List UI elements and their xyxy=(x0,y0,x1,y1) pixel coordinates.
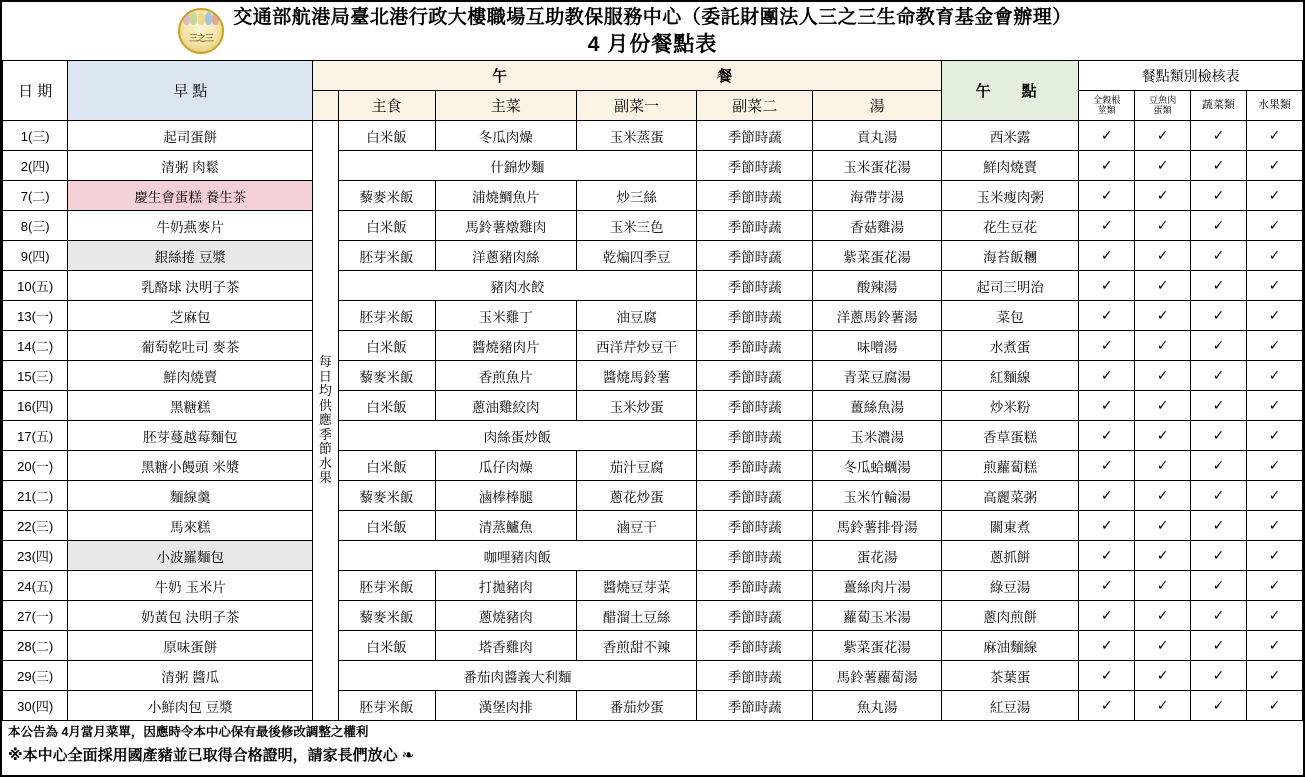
cell-main-dish: 浦燒鯛魚片 xyxy=(435,181,576,211)
cell-date: 17(五) xyxy=(3,421,68,451)
footer-note-2: ※本中心全面採用國產豬並已取得合格證明，請家長們放心 ❧ xyxy=(8,746,415,764)
cell-soup: 馬鈴薯排骨湯 xyxy=(813,511,942,541)
cell-soup: 魚丸湯 xyxy=(813,691,942,721)
cell-afternoon-snack: 紅豆湯 xyxy=(942,691,1079,721)
cell-side1: 油豆腐 xyxy=(576,301,696,331)
cell-date: 23(四) xyxy=(3,541,68,571)
cell-check-grains: ✓ xyxy=(1079,391,1135,421)
cell-date: 28(二) xyxy=(3,631,68,661)
cell-afternoon-snack: 蔥肉煎餅 xyxy=(942,601,1079,631)
cell-staple: 白米飯 xyxy=(338,451,435,481)
page-title: 交通部航港局臺北港行政大樓職場互助教保服務中心（委託財團法人三之三生命教育基金會辦理） xyxy=(233,6,1072,28)
cell-main-dish: 打拋豬肉 xyxy=(435,571,576,601)
table-row xyxy=(3,301,1303,331)
cell-check-fruit: ✓ xyxy=(1246,391,1302,421)
cell-afternoon-snack: 玉米瘦肉粥 xyxy=(942,181,1079,211)
cell-date: 7(二) xyxy=(3,181,68,211)
cell-staple: 白米飯 xyxy=(338,391,435,421)
cell-breakfast: 芝麻包 xyxy=(68,301,313,331)
cell-date: 14(二) xyxy=(3,331,68,361)
cell-breakfast: 奶黃包 決明子茶 xyxy=(68,601,313,631)
cell-check-vegetable: ✓ xyxy=(1191,151,1247,181)
cell-side2: 季節時蔬 xyxy=(697,301,813,331)
cell-side2: 季節時蔬 xyxy=(697,211,813,241)
cell-soup: 玉米濃湯 xyxy=(813,421,942,451)
cell-afternoon-snack: 海苔飯糰 xyxy=(942,241,1079,271)
cell-date: 15(三) xyxy=(3,361,68,391)
cell-breakfast: 牛奶燕麥片 xyxy=(68,211,313,241)
cell-check-grains: ✓ xyxy=(1079,361,1135,391)
cell-side1: 西洋芹炒豆干 xyxy=(576,331,696,361)
cell-check-protein: ✓ xyxy=(1135,271,1191,301)
cell-staple: 藜麥米飯 xyxy=(338,361,435,391)
cell-check-fruit: ✓ xyxy=(1246,211,1302,241)
cell-afternoon-snack: 茶葉蛋 xyxy=(942,661,1079,691)
cell-check-vegetable: ✓ xyxy=(1191,661,1247,691)
table-body xyxy=(3,121,1303,721)
cell-check-vegetable: ✓ xyxy=(1191,391,1247,421)
cell-date: 27(一) xyxy=(3,601,68,631)
cell-afternoon-snack: 麻油麵線 xyxy=(942,631,1079,661)
lotus-logo-icon: 三之三 xyxy=(178,8,222,52)
cell-afternoon-snack: 起司三明治 xyxy=(942,271,1079,301)
cell-main-dish: 香煎魚片 xyxy=(435,361,576,391)
cell-side1: 炒三絲 xyxy=(576,181,696,211)
cell-check-grains: ✓ xyxy=(1079,661,1135,691)
cell-side2: 季節時蔬 xyxy=(697,151,813,181)
cell-side2: 季節時蔬 xyxy=(697,181,813,211)
cell-check-fruit: ✓ xyxy=(1246,241,1302,271)
table-row xyxy=(3,391,1303,421)
cell-side1: 滷豆干 xyxy=(576,511,696,541)
cell-check-fruit: ✓ xyxy=(1246,541,1302,571)
cell-side2: 季節時蔬 xyxy=(697,241,813,271)
col-header-staple: 主食 xyxy=(338,91,435,121)
col-header-daily-fruit xyxy=(313,91,338,121)
cell-side2: 季節時蔬 xyxy=(697,631,813,661)
cell-main-dish: 冬瓜肉燥 xyxy=(435,121,576,151)
cell-soup: 青菜豆腐湯 xyxy=(813,361,942,391)
cell-lunch-combined: 豬肉水餃 xyxy=(338,271,697,301)
cell-soup: 味噌湯 xyxy=(813,331,942,361)
cell-afternoon-snack: 菜包 xyxy=(942,301,1079,331)
cell-date: 20(一) xyxy=(3,451,68,481)
table-row xyxy=(3,571,1303,601)
cell-afternoon-snack: 蔥抓餅 xyxy=(942,541,1079,571)
cell-staple: 胚芽米飯 xyxy=(338,691,435,721)
cell-side1: 玉米蒸蛋 xyxy=(576,121,696,151)
cell-breakfast: 小波羅麵包 xyxy=(68,541,313,571)
cell-soup: 玉米竹輪湯 xyxy=(813,481,942,511)
cell-afternoon-snack: 水煮蛋 xyxy=(942,331,1079,361)
cell-date: 9(四) xyxy=(3,241,68,271)
cell-afternoon-snack: 煎蘿蔔糕 xyxy=(942,451,1079,481)
cell-daily-fruit: 每 日 均 供 應 季 節 水 果 xyxy=(313,121,338,721)
cell-check-grains: ✓ xyxy=(1079,331,1135,361)
cell-check-protein: ✓ xyxy=(1135,631,1191,661)
cell-check-fruit: ✓ xyxy=(1246,181,1302,211)
cell-side1: 蔥花炒蛋 xyxy=(576,481,696,511)
cell-lunch-combined: 咖哩豬肉飯 xyxy=(338,541,697,571)
table-head xyxy=(3,61,1303,121)
table-row xyxy=(3,631,1303,661)
cell-check-vegetable: ✓ xyxy=(1191,571,1247,601)
col-header-check-grains: 全穀根 莖類 xyxy=(1079,91,1135,121)
cell-check-grains: ✓ xyxy=(1079,571,1135,601)
cell-side1: 番茄炒蛋 xyxy=(576,691,696,721)
cell-soup: 玉米蛋花湯 xyxy=(813,151,942,181)
cell-check-vegetable: ✓ xyxy=(1191,361,1247,391)
cell-check-grains: ✓ xyxy=(1079,481,1135,511)
cell-staple: 白米飯 xyxy=(338,211,435,241)
cell-staple: 白米飯 xyxy=(338,331,435,361)
cell-side2: 季節時蔬 xyxy=(697,511,813,541)
cell-date: 13(一) xyxy=(3,301,68,331)
cell-breakfast: 牛奶 玉米片 xyxy=(68,571,313,601)
cell-afternoon-snack: 香草蛋糕 xyxy=(942,421,1079,451)
cell-main-dish: 玉米雞丁 xyxy=(435,301,576,331)
cell-lunch-combined: 什錦炒麵 xyxy=(338,151,697,181)
table-row xyxy=(3,211,1303,241)
cell-side2: 季節時蔬 xyxy=(697,391,813,421)
cell-check-grains: ✓ xyxy=(1079,211,1135,241)
cell-check-fruit: ✓ xyxy=(1246,691,1302,721)
cell-check-protein: ✓ xyxy=(1135,421,1191,451)
cell-breakfast: 黑糖糕 xyxy=(68,391,313,421)
cell-afternoon-snack: 高麗菜粥 xyxy=(942,481,1079,511)
table-row xyxy=(3,601,1303,631)
cell-main-dish: 塔香雞肉 xyxy=(435,631,576,661)
cell-check-vegetable: ✓ xyxy=(1191,691,1247,721)
cell-check-fruit: ✓ xyxy=(1246,601,1302,631)
cell-check-grains: ✓ xyxy=(1079,241,1135,271)
cell-check-grains: ✓ xyxy=(1079,181,1135,211)
cell-check-protein: ✓ xyxy=(1135,601,1191,631)
table-row xyxy=(3,271,1303,301)
cell-check-vegetable: ✓ xyxy=(1191,631,1247,661)
cell-date: 22(三) xyxy=(3,511,68,541)
cell-check-protein: ✓ xyxy=(1135,121,1191,151)
cell-side2: 季節時蔬 xyxy=(697,571,813,601)
cell-check-grains: ✓ xyxy=(1079,451,1135,481)
cell-check-protein: ✓ xyxy=(1135,181,1191,211)
cell-check-protein: ✓ xyxy=(1135,151,1191,181)
col-header-soup: 湯 xyxy=(813,91,942,121)
col-header-check-group: 餐點類別檢核表 xyxy=(1079,61,1303,91)
cell-soup: 蘿蔔玉米湯 xyxy=(813,601,942,631)
cell-check-protein: ✓ xyxy=(1135,331,1191,361)
cell-check-fruit: ✓ xyxy=(1246,451,1302,481)
cell-check-vegetable: ✓ xyxy=(1191,541,1247,571)
cell-staple: 胚芽米飯 xyxy=(338,241,435,271)
cell-check-protein: ✓ xyxy=(1135,361,1191,391)
cell-soup: 海帶芽湯 xyxy=(813,181,942,211)
poster-header xyxy=(2,2,1303,60)
cell-check-vegetable: ✓ xyxy=(1191,331,1247,361)
cell-date: 1(三) xyxy=(3,121,68,151)
cell-check-fruit: ✓ xyxy=(1246,571,1302,601)
cell-check-fruit: ✓ xyxy=(1246,331,1302,361)
cell-main-dish: 蔥油雞絞肉 xyxy=(435,391,576,421)
cell-date: 30(四) xyxy=(3,691,68,721)
cell-side2: 季節時蔬 xyxy=(697,331,813,361)
poster-footer xyxy=(2,721,1303,765)
cell-side1: 玉米三色 xyxy=(576,211,696,241)
cell-check-vegetable: ✓ xyxy=(1191,601,1247,631)
cell-date: 8(三) xyxy=(3,211,68,241)
cell-side1: 醬燒馬鈴薯 xyxy=(576,361,696,391)
cell-soup: 薑絲肉片湯 xyxy=(813,571,942,601)
cell-check-fruit: ✓ xyxy=(1246,271,1302,301)
page-subtitle: 4 月份餐點表 xyxy=(587,33,718,57)
cell-main-dish: 洋蔥豬肉絲 xyxy=(435,241,576,271)
cell-breakfast: 原味蛋餅 xyxy=(68,631,313,661)
cell-main-dish: 滷棒棒腿 xyxy=(435,481,576,511)
cell-check-protein: ✓ xyxy=(1135,301,1191,331)
cell-afternoon-snack: 花生豆花 xyxy=(942,211,1079,241)
col-header-afternoon: 午 點 xyxy=(942,61,1079,121)
cell-check-fruit: ✓ xyxy=(1246,511,1302,541)
cell-afternoon-snack: 紅麵線 xyxy=(942,361,1079,391)
cell-side2: 季節時蔬 xyxy=(697,121,813,151)
table-row xyxy=(3,331,1303,361)
col-header-breakfast: 早 點 xyxy=(68,61,313,121)
cell-breakfast: 清粥 肉鬆 xyxy=(68,151,313,181)
table-row xyxy=(3,541,1303,571)
cell-check-fruit: ✓ xyxy=(1246,361,1302,391)
cell-side1: 醋溜土豆絲 xyxy=(576,601,696,631)
cell-afternoon-snack: 炒米粉 xyxy=(942,391,1079,421)
cell-check-protein: ✓ xyxy=(1135,481,1191,511)
cell-breakfast: 麵線羹 xyxy=(68,481,313,511)
cell-lunch-combined: 番茄肉醬義大利麵 xyxy=(338,661,697,691)
cell-afternoon-snack: 西米露 xyxy=(942,121,1079,151)
cell-staple: 白米飯 xyxy=(338,511,435,541)
cell-check-protein: ✓ xyxy=(1135,391,1191,421)
col-header-date: 日 期 xyxy=(3,61,68,121)
cell-breakfast: 黑糖小饅頭 米漿 xyxy=(68,451,313,481)
col-header-lunch-group: 午 餐 xyxy=(313,61,942,91)
table-row xyxy=(3,451,1303,481)
col-header-check-protein: 豆魚肉 蛋類 xyxy=(1135,91,1191,121)
cell-check-grains: ✓ xyxy=(1079,631,1135,661)
cell-soup: 紫菜蛋花湯 xyxy=(813,241,942,271)
cell-check-protein: ✓ xyxy=(1135,661,1191,691)
cell-afternoon-snack: 綠豆湯 xyxy=(942,571,1079,601)
cell-soup: 薑絲魚湯 xyxy=(813,391,942,421)
cell-main-dish: 蔥燒豬肉 xyxy=(435,601,576,631)
cell-soup: 貢丸湯 xyxy=(813,121,942,151)
cell-date: 24(五) xyxy=(3,571,68,601)
cell-breakfast: 慶生會蛋糕 養生茶 xyxy=(68,181,313,211)
cell-soup: 香菇雞湯 xyxy=(813,211,942,241)
cell-lunch-combined: 肉絲蛋炒飯 xyxy=(338,421,697,451)
cell-check-fruit: ✓ xyxy=(1246,301,1302,331)
footer-note-1: 本公告為 4月當月菜單，因應時令本中心保有最後修改調整之權利 xyxy=(8,725,369,739)
cell-check-fruit: ✓ xyxy=(1246,631,1302,661)
col-header-side1: 副菜一 xyxy=(576,91,696,121)
cell-afternoon-snack: 關東煮 xyxy=(942,511,1079,541)
cell-soup: 酸辣湯 xyxy=(813,271,942,301)
cell-afternoon-snack: 鮮肉燒賣 xyxy=(942,151,1079,181)
cell-check-vegetable: ✓ xyxy=(1191,121,1247,151)
cell-check-vegetable: ✓ xyxy=(1191,241,1247,271)
table-row xyxy=(3,481,1303,511)
cell-date: 16(四) xyxy=(3,391,68,421)
cell-check-protein: ✓ xyxy=(1135,571,1191,601)
cell-check-protein: ✓ xyxy=(1135,511,1191,541)
cell-check-fruit: ✓ xyxy=(1246,151,1302,181)
cell-check-protein: ✓ xyxy=(1135,211,1191,241)
cell-staple: 藜麥米飯 xyxy=(338,481,435,511)
cell-soup: 蛋花湯 xyxy=(813,541,942,571)
table-row xyxy=(3,241,1303,271)
cell-breakfast: 馬來糕 xyxy=(68,511,313,541)
cell-check-vegetable: ✓ xyxy=(1191,181,1247,211)
cell-main-dish: 醬燒豬肉片 xyxy=(435,331,576,361)
cell-check-vegetable: ✓ xyxy=(1191,421,1247,451)
cell-side1: 乾煸四季豆 xyxy=(576,241,696,271)
cell-breakfast: 葡萄乾吐司 麥茶 xyxy=(68,331,313,361)
cell-check-grains: ✓ xyxy=(1079,121,1135,151)
cell-main-dish: 清蒸鱸魚 xyxy=(435,511,576,541)
table-row xyxy=(3,661,1303,691)
cell-breakfast: 清粥 醬瓜 xyxy=(68,661,313,691)
col-header-check-vegetable: 蔬菜類 xyxy=(1191,91,1247,121)
cell-check-grains: ✓ xyxy=(1079,301,1135,331)
cell-breakfast: 乳酪球 決明子茶 xyxy=(68,271,313,301)
cell-side2: 季節時蔬 xyxy=(697,451,813,481)
cell-check-grains: ✓ xyxy=(1079,691,1135,721)
cell-side1: 茄汁豆腐 xyxy=(576,451,696,481)
cell-soup: 紫菜蛋花湯 xyxy=(813,631,942,661)
cell-main-dish: 瓜仔肉燥 xyxy=(435,451,576,481)
col-header-check-fruit: 水果類 xyxy=(1246,91,1302,121)
cell-staple: 藜麥米飯 xyxy=(338,181,435,211)
cell-date: 2(四) xyxy=(3,151,68,181)
cell-side1: 香煎甜不辣 xyxy=(576,631,696,661)
cell-breakfast: 小鮮肉包 豆漿 xyxy=(68,691,313,721)
cell-check-grains: ✓ xyxy=(1079,541,1135,571)
cell-soup: 馬鈴薯蘿蔔湯 xyxy=(813,661,942,691)
cell-check-grains: ✓ xyxy=(1079,271,1135,301)
cell-side2: 季節時蔬 xyxy=(697,271,813,301)
cell-check-grains: ✓ xyxy=(1079,601,1135,631)
cell-staple: 藜麥米飯 xyxy=(338,601,435,631)
cell-check-vegetable: ✓ xyxy=(1191,511,1247,541)
table-row xyxy=(3,121,1303,151)
cell-side2: 季節時蔬 xyxy=(697,421,813,451)
cell-side2: 季節時蔬 xyxy=(697,541,813,571)
col-header-side2: 副菜二 xyxy=(697,91,813,121)
cell-main-dish: 漢堡肉排 xyxy=(435,691,576,721)
cell-check-vegetable: ✓ xyxy=(1191,211,1247,241)
cell-side2: 季節時蔬 xyxy=(697,481,813,511)
table-row xyxy=(3,361,1303,391)
cell-check-grains: ✓ xyxy=(1079,151,1135,181)
col-header-main-dish: 主菜 xyxy=(435,91,576,121)
cell-staple: 白米飯 xyxy=(338,121,435,151)
cell-side2: 季節時蔬 xyxy=(697,361,813,391)
cell-main-dish: 馬鈴薯燉雞肉 xyxy=(435,211,576,241)
cell-breakfast: 鮮肉燒賣 xyxy=(68,361,313,391)
cell-check-fruit: ✓ xyxy=(1246,121,1302,151)
cell-check-fruit: ✓ xyxy=(1246,481,1302,511)
table-row xyxy=(3,181,1303,211)
cell-side1: 醬燒豆芽菜 xyxy=(576,571,696,601)
cell-check-vegetable: ✓ xyxy=(1191,301,1247,331)
cell-soup: 冬瓜蛤蠣湯 xyxy=(813,451,942,481)
cell-date: 21(二) xyxy=(3,481,68,511)
cell-check-fruit: ✓ xyxy=(1246,421,1302,451)
cell-side2: 季節時蔬 xyxy=(697,601,813,631)
cell-staple: 胚芽米飯 xyxy=(338,571,435,601)
table-row xyxy=(3,691,1303,721)
cell-check-protein: ✓ xyxy=(1135,691,1191,721)
cell-check-vegetable: ✓ xyxy=(1191,451,1247,481)
table-row xyxy=(3,421,1303,451)
cell-breakfast: 銀絲捲 豆漿 xyxy=(68,241,313,271)
cell-soup: 洋蔥馬鈴薯湯 xyxy=(813,301,942,331)
table-row xyxy=(3,151,1303,181)
cell-date: 10(五) xyxy=(3,271,68,301)
cell-check-vegetable: ✓ xyxy=(1191,271,1247,301)
cell-side2: 季節時蔬 xyxy=(697,661,813,691)
cell-breakfast: 起司蛋餅 xyxy=(68,121,313,151)
cell-check-protein: ✓ xyxy=(1135,451,1191,481)
cell-breakfast: 胚芽蔓越莓麵包 xyxy=(68,421,313,451)
cell-check-vegetable: ✓ xyxy=(1191,481,1247,511)
cell-side2: 季節時蔬 xyxy=(697,691,813,721)
cell-check-fruit: ✓ xyxy=(1246,661,1302,691)
cell-check-protein: ✓ xyxy=(1135,241,1191,271)
cell-check-grains: ✓ xyxy=(1079,511,1135,541)
cell-staple: 白米飯 xyxy=(338,631,435,661)
cell-staple: 胚芽米飯 xyxy=(338,301,435,331)
menu-table xyxy=(2,60,1303,721)
table-row xyxy=(3,511,1303,541)
cell-check-grains: ✓ xyxy=(1079,421,1135,451)
cell-check-protein: ✓ xyxy=(1135,541,1191,571)
cell-date: 29(三) xyxy=(3,661,68,691)
cell-side1: 玉米炒蛋 xyxy=(576,391,696,421)
